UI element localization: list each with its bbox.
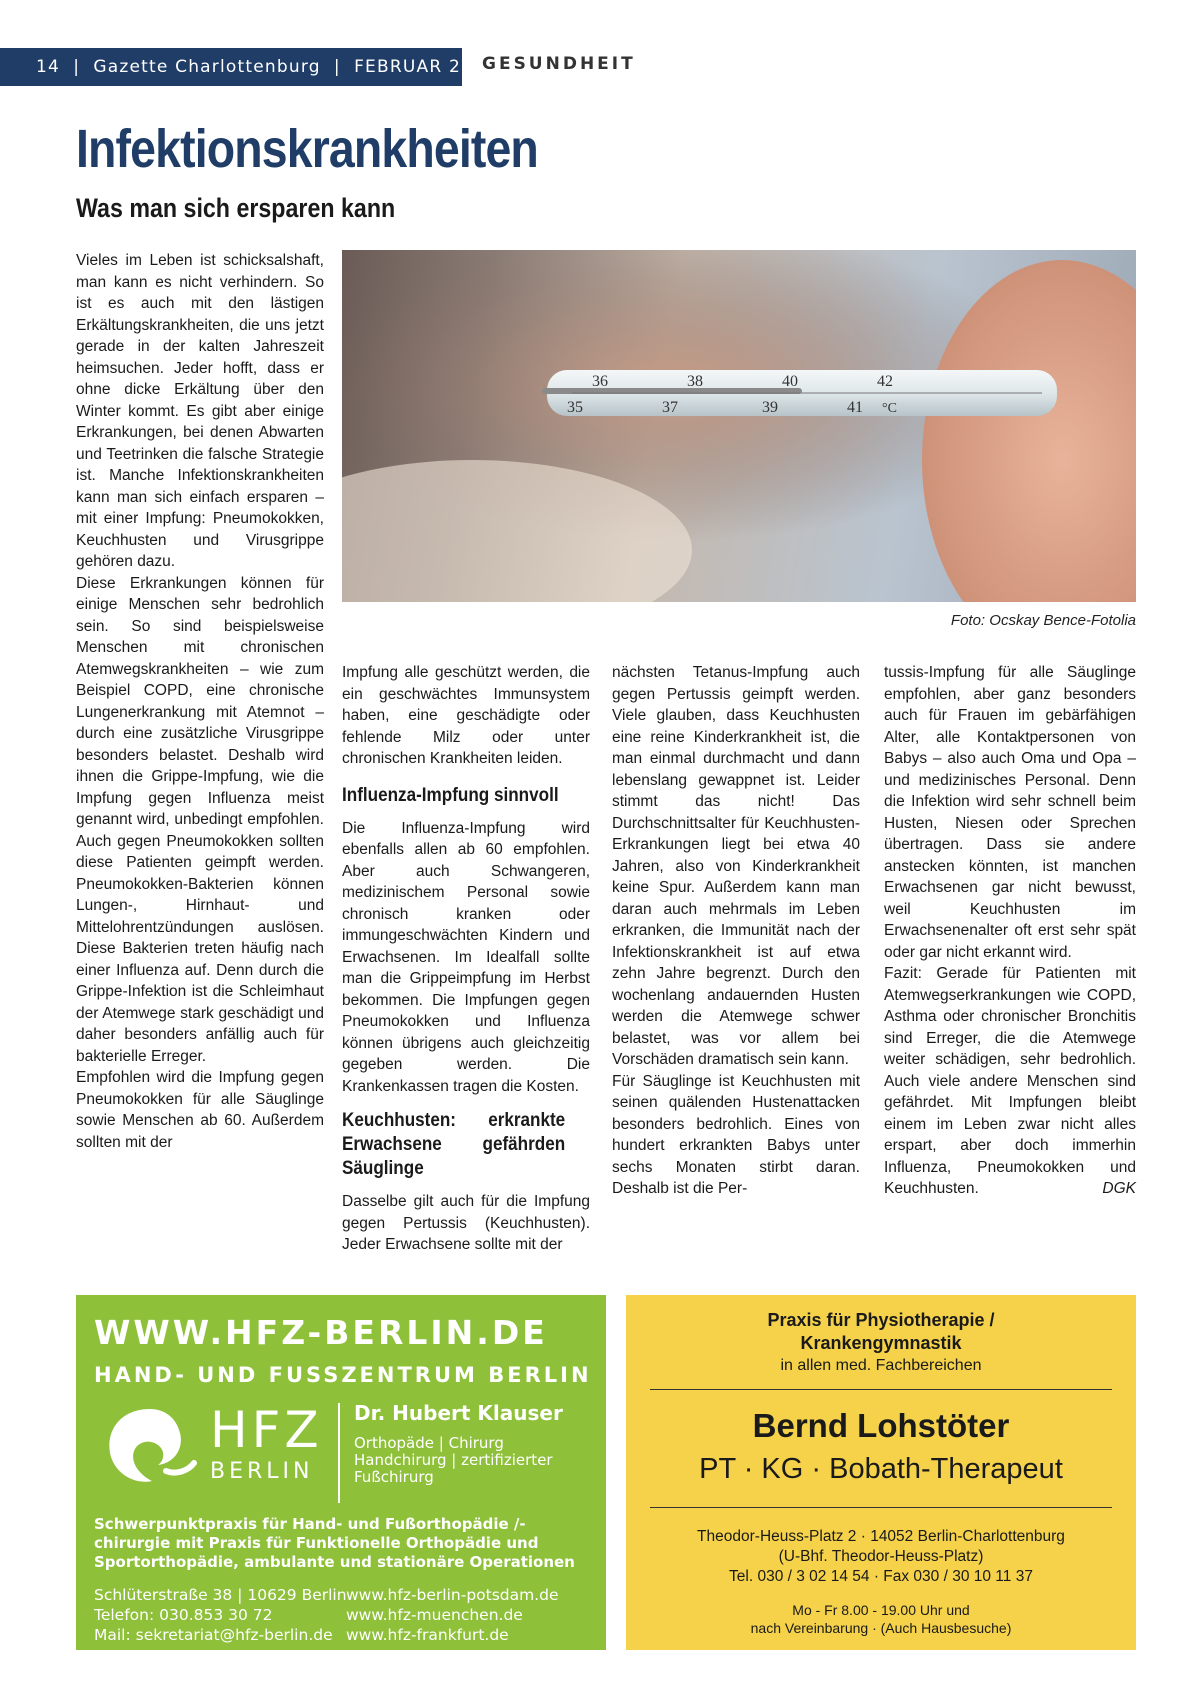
article-column-1	[76, 250, 324, 1153]
article-column-2	[342, 662, 590, 1256]
page-header-issue: 14 | Gazette Charlottenburg | FEBRUAR 2019	[0, 48, 462, 86]
thermometer-label: 40	[782, 373, 798, 390]
hfz-logo-city: BERLIN	[210, 1459, 314, 1484]
paragraph: Die Influenza-Impfung wird ebenfalls allen ab 60 empfohlen. Aber auch Schwangeren, medizinischem Personal sowie chronisch kranken oder immungeschwächten Kindern und Erwachsenen. Im Idealfall sollte man die Grippeimpfung im Herbst bekommen. Die Impfungen gegen Pneumokokken und Influenza können übrigens auch gleichzeitig gegeben werden. Die Krankenkassen tragen die Kosten.	[342, 819, 590, 1095]
article-title: Infektionskrankheiten	[76, 119, 538, 179]
physio-heading: Praxis für Physiotherapie / Krankengymnastik	[767, 1310, 995, 1353]
thermometer-label: °C	[882, 401, 897, 416]
hfz-subtitle: HAND- UND FUSSZENTRUM BERLIN	[94, 1363, 592, 1387]
paragraph	[884, 963, 1136, 1200]
paragraph-text: Fazit: Gerade für Patienten mit Atemwegserkrankungen wie COPD, Asthma oder chronischer Bronchitis sind Erreger, die die Atemwege weiter schädigen, sehr bedrohlich. Auch viele andere Menschen sind gefährdet. Mit Impfungen bleibt einem im Leben zwar nicht alles erspart, aber doch immerhin Influenza, Pneumokokken und Keuchhusten.	[884, 965, 1136, 1197]
paragraph: Dasselbe gilt auch für die Impfung gegen Pertussis (Keuchhusten). Jeder Erwachsene sollte mit der	[342, 1193, 590, 1253]
address: Schlüterstraße 38 | 10629 Berlin	[94, 1586, 347, 1604]
email[interactable]: Mail: sekretariat@hfz-berlin.de	[94, 1626, 333, 1644]
article-subtitle: Was man sich ersparen kann	[76, 193, 396, 223]
divider	[338, 1403, 340, 1503]
thermometer-label: 42	[877, 373, 893, 390]
address-line: (U-Bhf. Theodor-Heuss-Platz)	[778, 1548, 984, 1565]
article-photo	[342, 250, 1136, 602]
article-column-4	[884, 662, 1136, 1200]
thermometer-label: 41	[847, 399, 863, 416]
thermometer-label: 36	[592, 373, 608, 390]
address-line: Theodor-Heuss-Platz 2 · 14052 Berlin-Charlottenburg	[697, 1528, 1065, 1545]
divider	[650, 1389, 1112, 1390]
divider	[650, 1507, 1112, 1508]
thermometer-label: 37	[662, 399, 678, 416]
paragraph: nächsten Tetanus-Impfung auch gegen Pertussis geimpft werden. Viele glauben, dass Keuchhusten eine reine Kinderkrankheit ist, die man einmal durchmacht und dann lebenslang gewappnet ist. Leider stimmt das nicht! Das Durchschnittsalter für Keuchhusten-Erkrankungen liegt bei etwa 40 Jahren, also von Kinderkrankheit keine Spur. Außerdem kann man daran auch mehrmals im Leben erkranken, die Immunität nach der Infektionskrankheit ist auf etwa zehn Jahre begrenzt. Durch den wochenlang andauernden Husten werden die Atemwege schwer belastet, was vor allem bei Vorschäden dramatisch sein kann.	[612, 664, 860, 1068]
section-label: GESUNDHEIT	[482, 54, 636, 74]
paragraph: Diese Erkrankungen können für einige Menschen sehr bedrohlich sein. So sind beispielsweise Menschen mit chronischen Atemwegskrankheiten – wie zum Beispiel COPD, eine chronische Lungenerkrankung mit Atemnot – durch eine zusätzliche Virusgrippe besonders belastet. Deshalb wird ihnen die Grippe-Impfung, wie die Impfung gegen Influenza meist genannt wird, unbedingt empfohlen. Auch gegen Pneumokokken sollten diese Patienten geimpft werden. Pneumokokken-Bakterien können Lungen-, Hirnhaut- und Mittelohrentzündungen auslösen. Diese Bakterien treten häufig nach einer Influenza auf. Denn durch die Grippe-Infektion ist die Schleimhaut der Atemwege stark geschädigt und daher besonders anfällig auch für bakterielle Erreger.	[76, 574, 324, 1065]
doctor-specialty: Orthopäde | Chirurg Handchirurg | zertifizierter Fußchirurg	[354, 1434, 553, 1486]
paragraph: Für Säuglinge ist Keuchhusten mit seinen quälenden Hustenattacken besonders bedrohlich. Eines von hundert erkrankten Babys unter sechs Monaten stirbt daran. Deshalb ist die Per-	[612, 1072, 860, 1197]
physio-address	[626, 1527, 1136, 1587]
hfz-logo-text: HFZ	[210, 1401, 323, 1459]
therapist-name: Bernd Lohstöter	[752, 1407, 1010, 1444]
links-block	[346, 1585, 559, 1645]
section-heading: Keuchhusten: erkrankte Erwachsene gefährden Säuglinge	[342, 1110, 566, 1179]
thermometer-label: 39	[762, 399, 778, 416]
therapist-profession: PT · KG · Bobath-Therapeut	[699, 1453, 1063, 1485]
section-heading: Influenza-Impfung sinnvoll	[342, 784, 559, 806]
paragraph: Impfung alle geschützt werden, die ein geschwächtes Immunsystem haben, eine geschädigte oder fehlende Milz oder unter chronischen Krankheiten leiden.	[342, 664, 590, 767]
phone-fax: Tel. 030 / 3 02 14 54 · Fax 030 / 30 10 11 37	[729, 1568, 1033, 1585]
contact-block	[94, 1585, 347, 1645]
photo-credit: Foto: Ocskay Bence-Fotolia	[950, 612, 1136, 629]
physio-fach: in allen med. Fachbereichen	[780, 1357, 982, 1374]
thermometer-label: 38	[687, 373, 703, 390]
practice-description: Schwerpunktpraxis für Hand- und Fußorthopädie /-chirurgie mit Praxis für Funktionelle Orthopädie und Sportorthopädie, ambulante und stationäre Operationen	[94, 1515, 575, 1571]
paragraph: Empfohlen wird die Impfung gegen Pneumokokken für alle Säuglinge sowie Menschen ab 60. Außerdem sollten mit der	[76, 1069, 324, 1151]
author-signature: DGK	[1102, 1180, 1136, 1197]
hours-line: Mo - Fr 8.00 - 19.00 Uhr und	[792, 1602, 970, 1618]
link-potsdam[interactable]: www.hfz-berlin-potsdam.de	[346, 1586, 559, 1604]
opening-hours	[626, 1601, 1136, 1637]
physio-advertisement	[626, 1295, 1136, 1650]
thermometer-label: 35	[567, 399, 583, 416]
hfz-advertisement	[76, 1295, 606, 1650]
article-column-3	[612, 662, 860, 1200]
paragraph: tussis-Impfung für alle Säuglinge empfohlen, aber ganz besonders auch für Frauen im gebärfähigen Alter, alle Kontaktpersonen von Babys – also auch Oma und Opa – und medizinisches Personal. Denn die Infektion wird sehr schnell beim Husten, Niesen oder Sprechen übertragen. Dass sie andere anstecken könnten, ist manchen Erwachsenen gar nicht bewusst, weil Keuchhusten im Erwachsenenalter oft erst sehr spät oder gar nicht erkannt wird.	[884, 664, 1136, 961]
hand-foot-logo-icon	[100, 1401, 200, 1491]
phone: Telefon: 030.853 30 72	[94, 1606, 273, 1624]
hours-line: nach Vereinbarung · (Auch Hausbesuche)	[750, 1620, 1012, 1636]
link-muenchen[interactable]: www.hfz-muenchen.de	[346, 1606, 523, 1624]
hfz-website[interactable]: WWW.HFZ-BERLIN.DE	[94, 1313, 548, 1352]
doctor-name: Dr. Hubert Klauser	[354, 1401, 563, 1425]
thermometer-photo-illustration	[342, 250, 1136, 602]
paragraph: Vieles im Leben ist schicksalshaft, man kann es nicht verhindern. So ist es auch mit den lästigen Erkältungskrankheiten, die uns jetzt gerade in der kalten Jahreszeit heimsuchen. Jeder hofft, dass er ohne dicke Erkältung über den Winter kommt. Es gibt aber einige Erkrankungen, bei denen Abwarten und Teetrinken die falsche Strategie ist. Manche Infektionskrankheiten kann man sich einfach ersparen – mit einer Impfung: Pneumokokken, Keuchhusten und Virusgrippe gehören dazu.	[76, 252, 324, 570]
link-frankfurt[interactable]: www.hfz-frankfurt.de	[346, 1626, 509, 1644]
